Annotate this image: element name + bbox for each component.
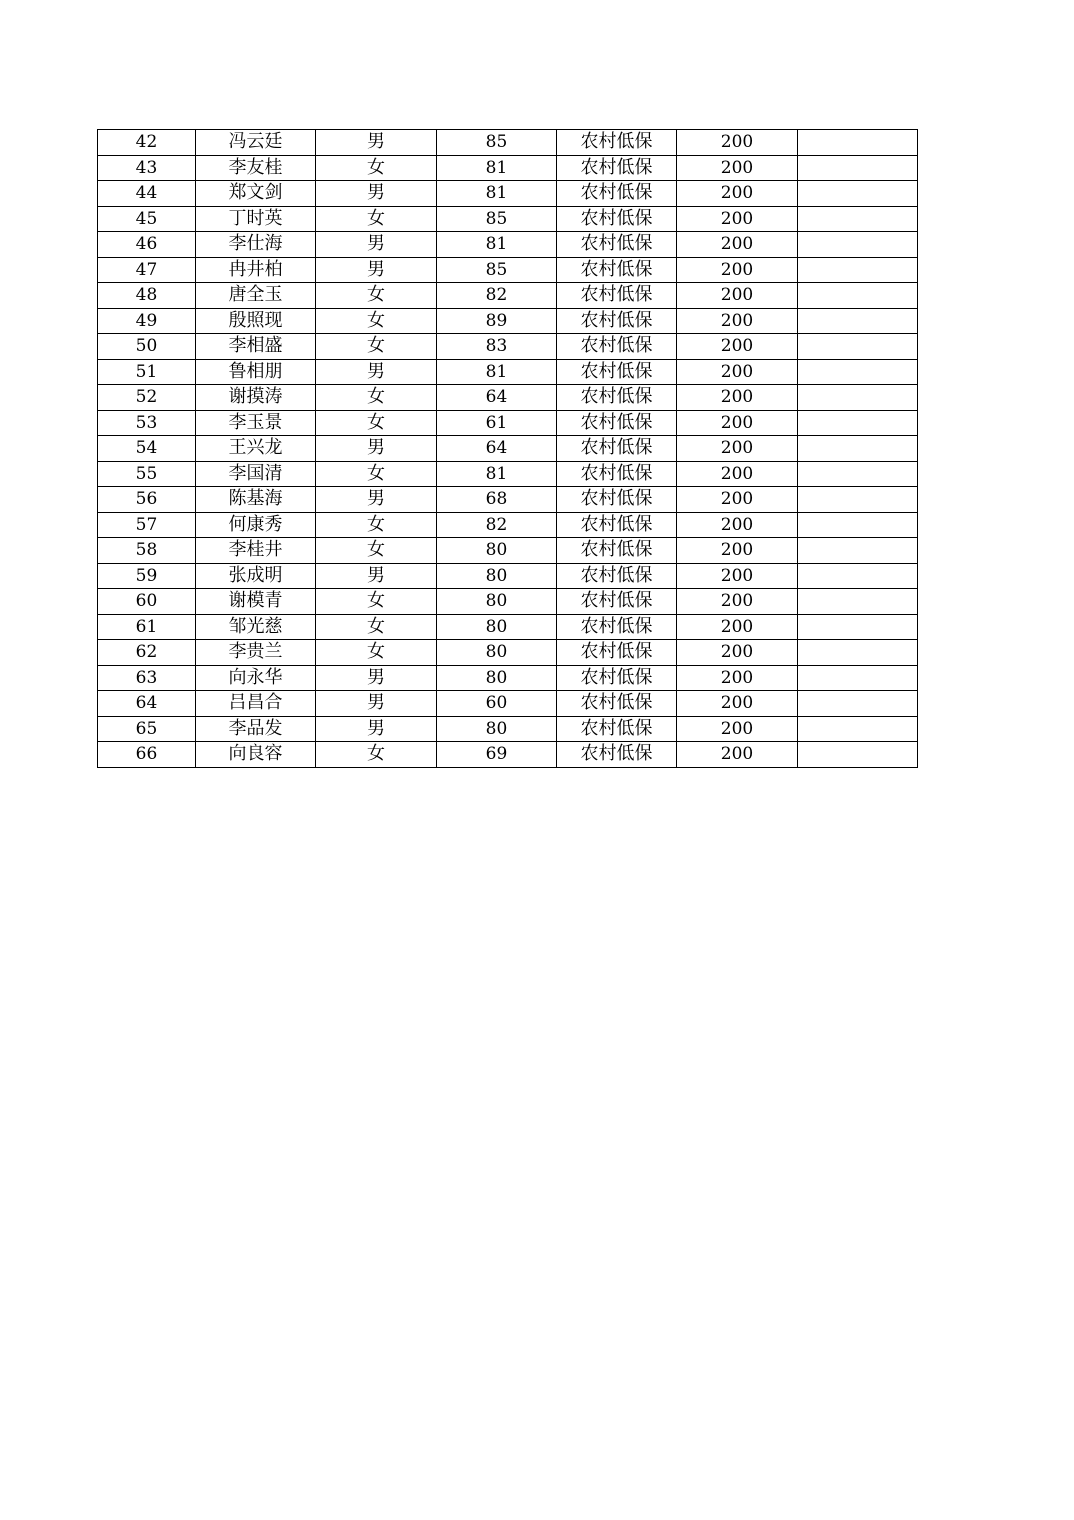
cell-sex: 女 [316,589,437,615]
cell-name: 李友桂 [196,155,316,181]
cell-assistance-type: 农村低保 [557,334,677,360]
cell-name: 向良容 [196,742,316,768]
cell-age: 61 [437,410,557,436]
cell-sex: 女 [316,334,437,360]
table-row [98,691,918,717]
cell-note [798,665,918,691]
cell-number: 66 [98,742,196,768]
cell-age: 80 [437,538,557,564]
cell-name: 李国清 [196,461,316,487]
cell-assistance-type: 农村低保 [557,232,677,258]
cell-number: 44 [98,181,196,207]
cell-age: 80 [437,563,557,589]
cell-note [798,410,918,436]
cell-note [798,359,918,385]
cell-age: 80 [437,589,557,615]
table-row [98,130,918,156]
cell-sex: 女 [316,283,437,309]
cell-number: 54 [98,436,196,462]
cell-age: 81 [437,359,557,385]
cell-sex: 女 [316,155,437,181]
cell-name: 李玉景 [196,410,316,436]
cell-assistance-type: 农村低保 [557,257,677,283]
cell-assistance-type: 农村低保 [557,410,677,436]
cell-assistance-type: 农村低保 [557,563,677,589]
cell-note [798,512,918,538]
table-row [98,563,918,589]
cell-age: 60 [437,691,557,717]
cell-amount: 200 [677,283,798,309]
cell-sex: 女 [316,538,437,564]
cell-name: 李相盛 [196,334,316,360]
cell-name: 王兴龙 [196,436,316,462]
cell-sex: 女 [316,410,437,436]
cell-sex: 男 [316,487,437,513]
cell-name: 谢摸涛 [196,385,316,411]
cell-assistance-type: 农村低保 [557,512,677,538]
cell-age: 83 [437,334,557,360]
cell-note [798,155,918,181]
table-row [98,410,918,436]
cell-name: 郑文剑 [196,181,316,207]
cell-age: 69 [437,742,557,768]
table-row [98,283,918,309]
cell-age: 80 [437,640,557,666]
table-row [98,359,918,385]
cell-number: 59 [98,563,196,589]
cell-sex: 男 [316,563,437,589]
cell-age: 89 [437,308,557,334]
cell-sex: 男 [316,181,437,207]
cell-assistance-type: 农村低保 [557,487,677,513]
table-row [98,487,918,513]
cell-note [798,308,918,334]
cell-assistance-type: 农村低保 [557,742,677,768]
cell-age: 81 [437,232,557,258]
cell-number: 61 [98,614,196,640]
cell-note [798,130,918,156]
cell-age: 80 [437,665,557,691]
cell-amount: 200 [677,640,798,666]
cell-amount: 200 [677,206,798,232]
cell-amount: 200 [677,410,798,436]
cell-name: 鲁相朋 [196,359,316,385]
cell-amount: 200 [677,232,798,258]
cell-number: 55 [98,461,196,487]
table-row [98,206,918,232]
cell-sex: 男 [316,716,437,742]
cell-amount: 200 [677,563,798,589]
cell-amount: 200 [677,334,798,360]
cell-amount: 200 [677,155,798,181]
table-row [98,614,918,640]
cell-age: 81 [437,181,557,207]
cell-number: 62 [98,640,196,666]
cell-number: 51 [98,359,196,385]
cell-sex: 女 [316,742,437,768]
cell-assistance-type: 农村低保 [557,461,677,487]
cell-age: 85 [437,257,557,283]
cell-number: 49 [98,308,196,334]
cell-sex: 男 [316,257,437,283]
cell-name: 殷照现 [196,308,316,334]
cell-number: 64 [98,691,196,717]
cell-name: 唐全玉 [196,283,316,309]
cell-name: 何康秀 [196,512,316,538]
cell-amount: 200 [677,691,798,717]
cell-name: 邹光慈 [196,614,316,640]
cell-name: 李桂井 [196,538,316,564]
cell-assistance-type: 农村低保 [557,385,677,411]
cell-note [798,742,918,768]
cell-note [798,487,918,513]
table-row [98,589,918,615]
cell-assistance-type: 农村低保 [557,308,677,334]
cell-note [798,589,918,615]
cell-note [798,181,918,207]
cell-sex: 男 [316,359,437,385]
cell-sex: 男 [316,130,437,156]
cell-assistance-type: 农村低保 [557,283,677,309]
cell-age: 81 [437,461,557,487]
cell-number: 46 [98,232,196,258]
table-row [98,308,918,334]
cell-name: 李品发 [196,716,316,742]
cell-assistance-type: 农村低保 [557,206,677,232]
cell-age: 82 [437,283,557,309]
cell-age: 80 [437,614,557,640]
cell-age: 81 [437,155,557,181]
table-row [98,742,918,768]
cell-amount: 200 [677,257,798,283]
table-row [98,232,918,258]
table-body [98,130,918,768]
cell-note [798,436,918,462]
cell-note [798,691,918,717]
cell-name: 向永华 [196,665,316,691]
cell-number: 63 [98,665,196,691]
cell-number: 52 [98,385,196,411]
cell-note [798,538,918,564]
cell-amount: 200 [677,385,798,411]
cell-assistance-type: 农村低保 [557,691,677,717]
cell-assistance-type: 农村低保 [557,665,677,691]
cell-number: 45 [98,206,196,232]
table-row [98,640,918,666]
cell-number: 65 [98,716,196,742]
cell-amount: 200 [677,359,798,385]
cell-amount: 200 [677,538,798,564]
cell-assistance-type: 农村低保 [557,614,677,640]
cell-note [798,257,918,283]
cell-amount: 200 [677,436,798,462]
cell-name: 冉井柏 [196,257,316,283]
cell-sex: 女 [316,512,437,538]
cell-assistance-type: 农村低保 [557,640,677,666]
table-row [98,512,918,538]
cell-number: 48 [98,283,196,309]
cell-amount: 200 [677,461,798,487]
cell-sex: 女 [316,614,437,640]
cell-assistance-type: 农村低保 [557,359,677,385]
cell-age: 85 [437,130,557,156]
data-table [97,129,918,768]
table-row [98,155,918,181]
table-row [98,716,918,742]
cell-sex: 女 [316,385,437,411]
cell-number: 53 [98,410,196,436]
cell-name: 张成明 [196,563,316,589]
table-row [98,334,918,360]
cell-number: 57 [98,512,196,538]
cell-note [798,334,918,360]
cell-age: 64 [437,436,557,462]
cell-name: 冯云廷 [196,130,316,156]
cell-number: 50 [98,334,196,360]
cell-sex: 男 [316,436,437,462]
table-row [98,181,918,207]
cell-note [798,232,918,258]
cell-age: 80 [437,716,557,742]
cell-amount: 200 [677,665,798,691]
cell-name: 丁时英 [196,206,316,232]
cell-name: 李贵兰 [196,640,316,666]
table-row [98,436,918,462]
cell-sex: 女 [316,206,437,232]
cell-number: 56 [98,487,196,513]
cell-age: 82 [437,512,557,538]
cell-amount: 200 [677,487,798,513]
cell-name: 谢模青 [196,589,316,615]
cell-sex: 男 [316,691,437,717]
cell-age: 68 [437,487,557,513]
cell-amount: 200 [677,589,798,615]
cell-amount: 200 [677,130,798,156]
cell-assistance-type: 农村低保 [557,589,677,615]
cell-sex: 男 [316,232,437,258]
cell-age: 85 [437,206,557,232]
cell-note [798,283,918,309]
cell-note [798,385,918,411]
cell-assistance-type: 农村低保 [557,181,677,207]
cell-amount: 200 [677,181,798,207]
cell-number: 60 [98,589,196,615]
cell-number: 43 [98,155,196,181]
cell-number: 42 [98,130,196,156]
cell-amount: 200 [677,308,798,334]
table-row [98,665,918,691]
cell-age: 64 [437,385,557,411]
cell-note [798,716,918,742]
cell-note [798,614,918,640]
cell-number: 47 [98,257,196,283]
cell-sex: 女 [316,640,437,666]
cell-note [798,206,918,232]
table-row [98,461,918,487]
cell-number: 58 [98,538,196,564]
cell-amount: 200 [677,512,798,538]
cell-note [798,640,918,666]
cell-assistance-type: 农村低保 [557,716,677,742]
cell-name: 吕昌合 [196,691,316,717]
cell-sex: 女 [316,461,437,487]
table-row [98,538,918,564]
table-row [98,385,918,411]
cell-assistance-type: 农村低保 [557,155,677,181]
cell-name: 陈基海 [196,487,316,513]
cell-assistance-type: 农村低保 [557,538,677,564]
cell-sex: 男 [316,665,437,691]
cell-note [798,461,918,487]
cell-amount: 200 [677,742,798,768]
cell-name: 李仕海 [196,232,316,258]
cell-assistance-type: 农村低保 [557,436,677,462]
cell-amount: 200 [677,614,798,640]
cell-sex: 女 [316,308,437,334]
cell-assistance-type: 农村低保 [557,130,677,156]
table-row [98,257,918,283]
cell-note [798,563,918,589]
cell-amount: 200 [677,716,798,742]
